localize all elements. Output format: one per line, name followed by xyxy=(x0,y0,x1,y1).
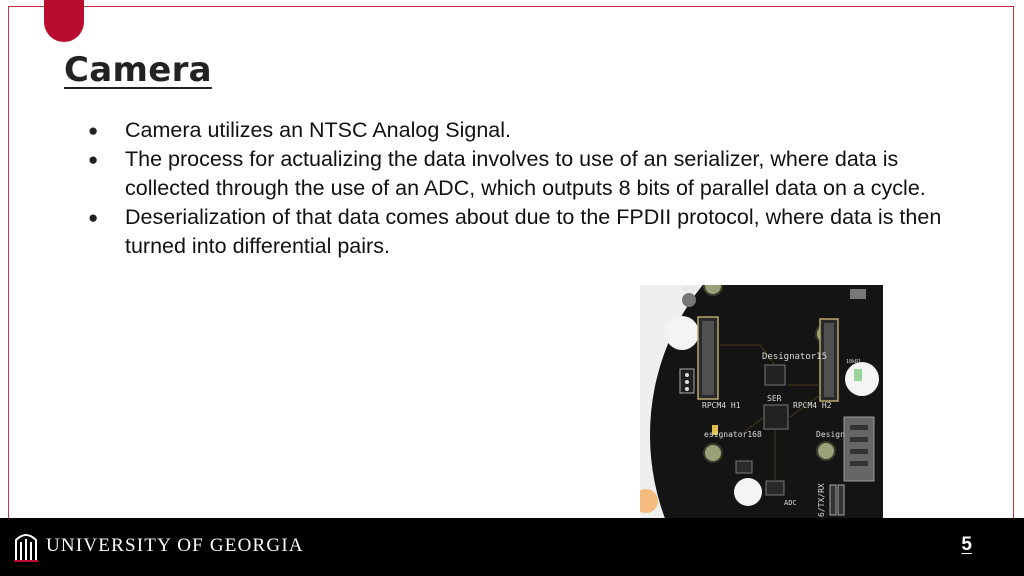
label-10kr1: 10kR1 xyxy=(846,359,862,365)
chip-adc xyxy=(766,481,784,495)
chip-ser xyxy=(764,405,788,429)
bullet-text: Camera utilizes an NTSC Analog Signal. xyxy=(125,118,511,142)
slide-title: Camera xyxy=(64,50,212,90)
bullet-dot-icon: ● xyxy=(88,150,99,169)
label-txrx: 6/TX/RX xyxy=(817,483,826,517)
chip-designator15 xyxy=(765,365,785,385)
bullet-text: Deserialization of that data comes about due to the FPDII protocol, where data is then turned into differential pairs. xyxy=(125,205,942,258)
mount-hole xyxy=(734,478,762,506)
page-number: 5 xyxy=(961,534,972,555)
label-npn1: NPN1 xyxy=(682,285,699,293)
university-name: UNIVERSITY OF GEORGIA xyxy=(46,535,304,556)
pcb-board-illustration xyxy=(640,285,883,520)
bullet-item xyxy=(88,145,948,203)
label-designator77: Design xyxy=(816,430,845,439)
bullet-item xyxy=(88,203,948,261)
bullet-list xyxy=(88,116,948,261)
label-designator15: Designator15 xyxy=(762,352,828,362)
pcb-image xyxy=(640,285,883,520)
footer-bar xyxy=(0,518,1024,576)
bullet-dot-icon: ● xyxy=(88,208,99,227)
bullet-item xyxy=(88,116,948,145)
mount-hole xyxy=(665,316,699,350)
bullet-dot-icon: ● xyxy=(88,121,99,140)
label-rpcm4-h2: RPCM4 H2 xyxy=(793,401,832,410)
uga-arch-logo-icon xyxy=(14,528,38,562)
label-designator168: esignator168 xyxy=(704,430,762,439)
bullet-text: The process for actualizing the data involves to use of an serializer, where data is collected through the use of an ADC, which outputs 8 bits of parallel data on a cycle. xyxy=(125,147,926,200)
label-adc: ADC xyxy=(784,499,797,507)
label-rpcm4-h1: RPCM4 H1 xyxy=(702,401,741,410)
brand-tab xyxy=(44,0,84,42)
label-ser: SER xyxy=(767,394,782,403)
